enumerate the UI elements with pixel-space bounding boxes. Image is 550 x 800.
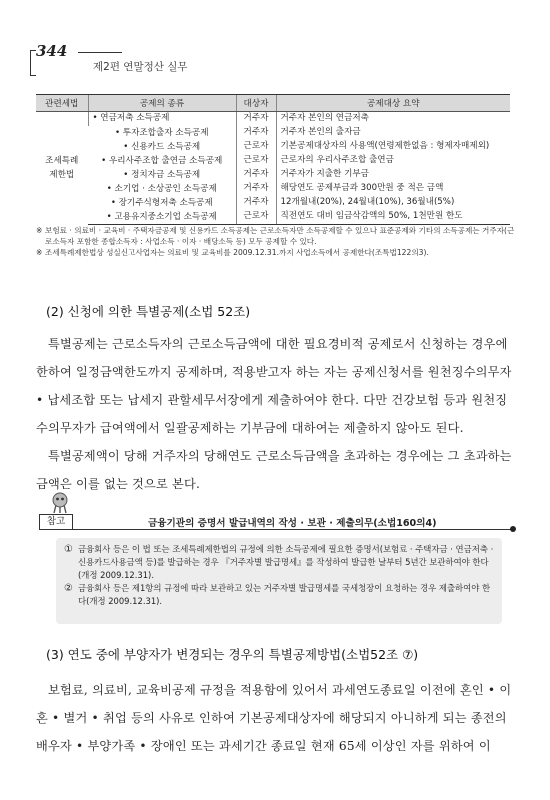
section-2-title: (2) 신청에 의한 특별공제(소법 52조): [46, 304, 251, 319]
col-header-target: 대상자: [236, 95, 276, 112]
deduction-summary: 12개월내(20%), 24월내(10%), 36월내(5%): [276, 196, 510, 210]
page-number: 344: [36, 42, 68, 60]
page-header: [30, 40, 520, 76]
target-person: 거주자: [236, 112, 276, 126]
section-3-title: (3) 연도 중에 부양자가 변경되는 경우의 특별공제방법(소법52조 ⑦): [46, 647, 419, 662]
table-row: [36, 112, 510, 126]
deduction-summary: 기본공제대상자의 사용액(연령제한없음 : 형제자매제외): [276, 140, 510, 154]
note-mark: ※: [36, 226, 43, 235]
table-row: [36, 126, 510, 140]
deduction-type: • 정치자금 소득공제: [123, 169, 201, 180]
note-item: [36, 247, 516, 258]
deduction-summary: 해당연도 공제부금과 300만원 중 적은 금액: [276, 182, 510, 196]
reference-rule: [73, 529, 513, 530]
table-notes: [36, 225, 516, 258]
table-row: [36, 168, 510, 182]
section-3-body: [36, 676, 512, 760]
reference-icon: [50, 492, 70, 514]
deduction-summary: 근로자의 우리사주조합 출연금: [276, 154, 510, 168]
deduction-summary: 거주자 본인의 연금저축: [276, 112, 510, 126]
table-row: [36, 196, 510, 210]
table-row: [36, 154, 510, 168]
col-header-type: 공제의 종류: [88, 95, 236, 112]
target-person: 거주자: [236, 196, 276, 210]
note-text: 조세특례제한법상 성실신고사업자는 의료비 및 교육비를 2009.12.31.까지 사업소득에서 공제한다(조특법122의3).: [45, 248, 429, 257]
target-person: 근로자: [236, 140, 276, 154]
target-person: 근로자: [236, 210, 276, 225]
deduction-type: • 소기업 · 소상공인 소득공제: [106, 183, 217, 194]
deduction-type: • 우리사주조합 출연금 소득공제: [101, 155, 223, 166]
reference-box: [56, 538, 502, 624]
table-row: [36, 210, 510, 225]
col-header-law: 관련세법: [36, 95, 88, 112]
deduction-summary: 거주자 본인의 출자금: [276, 126, 510, 140]
reference-item-text: 금융회사 등은 제1항의 규정에 따라 보관하고 있는 거주자별 발급명세를 국세청장이 요청하는 경우 제출하여야 한다(개정 2009.12.31).: [78, 583, 491, 606]
deduction-type: • 연금저축 소득공제: [88, 112, 236, 126]
paragraph: 특별공제액이 당해 거주자의 당해연도 근로소득금액을 초과하는 경우에는 그 초과하는 금액은 이를 없는 것으로 본다.: [36, 449, 512, 491]
reference-label: 참고: [39, 514, 73, 530]
paragraph: 보험료, 의료비, 교육비공제 규정을 적용함에 있어서 과세연도종료일 이전에 혼인 • 이혼 • 별거 • 취업 등의 사유로 인하여 기본공제대상자에 해당되지 아니하게 되는 종전의 배우자 • 부양가족 • 장애인 또는 과세기간 종료일 현재 65세 이상인 자를 위하여 이: [36, 683, 512, 753]
reference-item: [64, 543, 494, 582]
deduction-summary: 직전연도 대비 임금삭감액의 50%, 1천만원 한도: [276, 210, 510, 225]
table-header-row: [36, 95, 510, 112]
group-label: 조세특례 제한법: [45, 156, 79, 180]
reference-rule-dot: [510, 526, 516, 532]
note-item: [36, 225, 516, 247]
reference-item-text: 금융회사 등은 이 법 또는 조세특례제한법의 규정에 의한 소득공제에 필요한 증명서(보험료 · 주택자금 · 연금저축 · 신용카드사용금액 등)를 발급하는 경우 『거주자별 발급명세』를 작성하여 발급한 날부터 5년간 보관하여야 한다(개정 2009.12.31).: [78, 544, 494, 580]
target-person: 거주자: [236, 182, 276, 196]
header-rule: [78, 52, 122, 53]
section-2-body: [36, 330, 512, 498]
target-person: 근로자: [236, 154, 276, 168]
table-row: [36, 182, 510, 196]
deduction-table: [36, 94, 510, 225]
target-person: 거주자: [236, 168, 276, 182]
table-row: [36, 140, 510, 154]
reference-item: [64, 582, 494, 608]
deduction-type: • 고용유지중소기업 소득공제: [88, 210, 236, 225]
deduction-type: • 투자조합출자 소득공제: [114, 127, 209, 138]
col-header-summary: 공제대상 요약: [276, 95, 510, 112]
note-mark: ※: [36, 248, 43, 257]
header-bracket-bottom: [30, 75, 36, 76]
paragraph: 특별공제는 근로소득자의 근로소득금액에 대한 필요경비적 공제로서 신청하는 경우에 한하여 일정금액한도까지 공제하며, 적용받고자 하는 자는 공제신청서를 원천징수의무자 • 납세조합 또는 납세지 관할세무서장에게 제출하여야 한다. 다만 건강보험 등과 원천징수의무자가 급여액에서 일괄공제하는 기부금에 대하여는 제출하지 않아도 된다.: [36, 337, 512, 435]
chapter-title: 제2편 연말정산 실무: [93, 61, 188, 73]
reference-title: 금융기관의 증명서 발급내역의 작성 · 보관 · 제출의무(소법160의4): [148, 518, 437, 529]
reference-item-number: ①: [64, 544, 73, 555]
target-person: 거주자: [236, 126, 276, 140]
note-text: 보험료 · 의료비 · 교육비 · 주택자금공제 및 신용카드 소득공제는 근로소득자만 소득공제할 수 있으나 표준공제와 기타의 소득공제는 거주자(근로소득자 포함한 종합소득자 : 사업소득 · 이자 · 배당소득 등) 모두 공제할 수 있다.: [45, 226, 515, 246]
deduction-summary: 거주자가 지출한 기부금: [276, 168, 510, 182]
table-body: [36, 112, 510, 225]
deduction-type: • 장기주식형저축 소득공제: [110, 197, 213, 208]
deduction-type: • 신용카드 소득공제: [123, 141, 201, 152]
reference-item-number: ②: [64, 583, 73, 594]
